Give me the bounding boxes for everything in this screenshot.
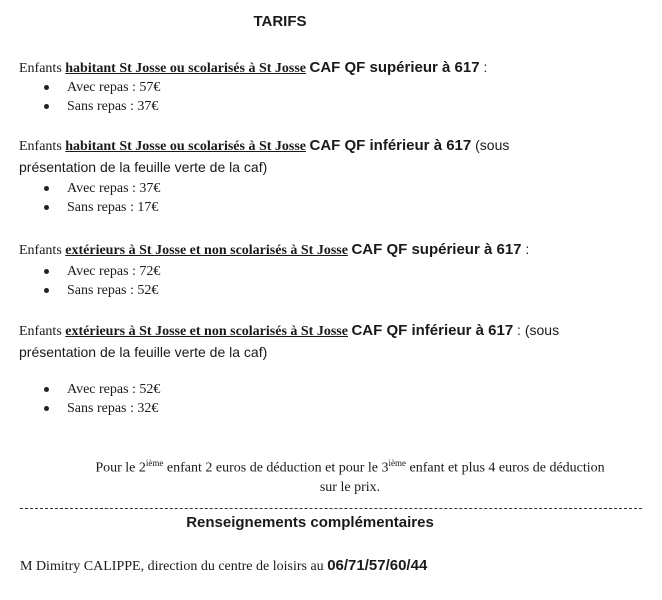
section-4-prefix: Enfants — [19, 324, 66, 339]
section-1-prices — [41, 78, 160, 116]
list-item: Avec repas : 72€ — [41, 262, 160, 281]
note-line-2: sur le prix. — [319, 479, 381, 495]
page-title: TARIFS — [253, 13, 307, 30]
contact-line — [20, 556, 427, 577]
dashed-divider — [20, 508, 642, 509]
list-item: Sans repas : 37€ — [41, 97, 160, 116]
section-2-condition: habitant St Josse ou scolarisés à St Josse — [65, 139, 307, 154]
list-item: Sans repas : 32€ — [41, 399, 160, 418]
section-2-prefix: Enfants — [19, 139, 66, 154]
section-2-caf: CAF QF inférieur à 617 — [309, 137, 472, 154]
section-4-condition: extérieurs à St Josse et non scolarisés à St Josse — [65, 324, 348, 339]
section-4-continuation: présentation de la feuille verte de la caf) — [19, 344, 268, 360]
contact-text: M Dimitry CALIPPE, direction du centre de loisirs au — [20, 559, 328, 574]
section-3-suffix: : — [521, 241, 530, 257]
section-2-continuation: présentation de la feuille verte de la caf) — [19, 159, 268, 175]
list-item: Sans repas : 52€ — [41, 281, 160, 300]
note-part-2: enfant 2 euros de déduction et pour le 3 — [163, 460, 389, 476]
contact-phone: 06/71/57/60/44 — [327, 557, 428, 574]
section-2-suffix: (sous — [471, 137, 510, 153]
section-4-suffix: : (sous — [513, 322, 560, 338]
section-1-suffix: : — [479, 59, 488, 75]
note-part-1: Pour le 2 — [95, 460, 146, 476]
note-superscript-2: ième — [388, 458, 406, 468]
section-4-caf: CAF QF inférieur à 617 — [351, 322, 514, 339]
sibling-discount-note — [40, 454, 660, 497]
section-4-heading — [19, 320, 652, 342]
list-item: Sans repas : 17€ — [41, 198, 160, 217]
section-3-prices — [41, 262, 160, 300]
section-3-condition: extérieurs à St Josse et non scolarisés à St Josse — [65, 243, 348, 258]
section-3-prefix: Enfants — [19, 243, 66, 258]
section-1-caf: CAF QF supérieur à 617 — [309, 59, 480, 76]
section-1-prefix: Enfants — [19, 61, 66, 76]
section-subtitle: Renseignements complémentaires — [186, 514, 434, 531]
section-3-caf: CAF QF supérieur à 617 — [351, 241, 522, 258]
section-4-prices — [41, 380, 160, 418]
section-3-heading — [19, 239, 652, 261]
section-1-condition: habitant St Josse ou scolarisés à St Josse — [65, 61, 307, 76]
list-item: Avec repas : 57€ — [41, 78, 160, 97]
note-superscript-1: ième — [145, 458, 164, 468]
note-part-3: enfant et plus 4 euros de déduction — [405, 460, 605, 476]
list-item: Avec repas : 52€ — [41, 380, 160, 399]
section-2-heading — [19, 135, 652, 157]
list-item: Avec repas : 37€ — [41, 179, 160, 198]
section-2-prices — [41, 179, 160, 217]
section-1-heading — [19, 57, 652, 79]
